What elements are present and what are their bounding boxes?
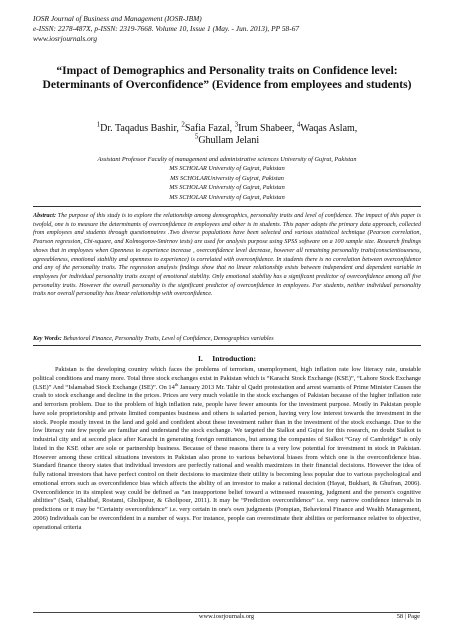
affiliation-5: MS SCHOLAR University of Gujrat, Pakistan	[169, 193, 285, 201]
journal-header	[33, 14, 433, 45]
affiliation-3: MS SCHOLARUniversity of Gujrat, Pakistan	[170, 174, 284, 182]
section-number: I.	[197, 354, 203, 363]
abstract-label: Abstract:	[33, 213, 57, 219]
author-1-sup: 1	[96, 120, 101, 129]
affiliation-list	[33, 155, 421, 202]
body-paragraph-part-2: January 2013 Mr. Tahir ul Qadri protestation and arrest warrants of Prime Minister Causes the crash to stock exchange and decline in the prices. Prices are very much volatile in the stock exchanges of Pakistan because of the higher inflation rate and terrorism problem. Due to the problem of high inflation rate, people have fewer amounts for the investment purpose. Mostly in Pakistan people have sole proprietorship and private limited companies business and others is salaried person, having very low interest towards the investment in the stock. People mostly invest in the land and gold and confident about these investment rather than in the investment of the stock exchange. Due to the low literacy rate few people are familiar and understand the stock exchange. We targeted the Sialkot and Gujrat for this research, no doubt Sialkot is industrial city and at second place after Karachi in generating foreign remittances, but among the companies of Sialkot “Gray of Cambridge” is only listed in the KSE other are sole or partnership business. Because of these reasons there is a very low potential for investment in stock in Pakistan. However among these critical situations investors in Pakistan also prone to various behavioral biases from which one is the overconfidence bias. Standard finance theory states that individual investors are perfectly rational and wealth maximizes in their financial decisions. However the idea of fully rational investors that have perfect control on their decisions to maximize their utility is becoming less popular due to various psychological and emotional errors such as overconfidence bias which affects the ability of an investor to make a rational decision (Hayat, Bukhari, & Ghufran, 2006). Overconfidence in its simplest way could be defined as “an insupportone belief toward a witnessed reasoning, judgment and the person's cognitive abilities” (Sadi, Ghalibaf, Rostami, Gholipour, & Gholipour, 2011). It may be “Prediction overconfidence” i.e. very narrow confidence intervals in predictions or it may be “Certainty overconfidence” i.e. very certain in one's own judgments (Pompian, Behavioral Finance and Wealth Management, 2006) Individuals can be overconfident in a number of ways. For instance, people can overestimate their abilities or performance relative to objective, operational criteria	[33, 383, 421, 531]
author-4-sup: 4	[296, 120, 301, 129]
author-2-sup: 2	[181, 120, 185, 129]
abstract-text: The purpose of this study is to explore the relationship among demographics, personality traits and level of confidence. The impact of this paper is twofold, one is to measure the determinants of overconfidence in employees and other is in students. This paper adopts the primary data approach, collected from employees and students through questionnaires .Two diverse populations have been selected and various statistical technique (Pearson correlation, Pearson regression, Chi-square, and Kolmogorov-Smirnov tests) are used for analysis purpose using SPSS software on a 100 sample size. Research findings shows that in employees when Openness to experience increase , overconfidence level decrease, however all remaining personality traits(conscientiousness, agreeableness, emotional stability and openness to experience) is correlated with overconfidence. In students there is no correlation between overconfidence and any of the personality traits. The regression analysis findings show that no linear relationship exists between independent and dependent variable in employees for individual personality traits except of emotional stability. Only emotional stability has a significant predictor of overconfidence among all five personality traits. However the overall personality is the significant predictor of overconfidence in employees. For students, neither individual personality traits nor overall personality has linear relationship with overconfidence.	[33, 213, 421, 298]
journal-website: www.iosrjournals.org	[33, 34, 98, 44]
author-list	[33, 120, 421, 147]
affiliation-2: MS SCHOLAR University of Gujrat, Pakistan	[169, 165, 285, 173]
author-3-sup: 3	[234, 120, 239, 129]
author-1-name: Dr. Taqadus Bashir,	[100, 123, 182, 134]
body-superscript: th	[174, 381, 179, 387]
author-3-name: Irum Shabeer,	[238, 123, 297, 134]
abstract-top-rule	[33, 206, 421, 207]
author-5-sup: 5	[194, 132, 199, 141]
abstract-bottom-rule	[33, 345, 421, 346]
footer-url: www.iosrjournals.org	[198, 613, 255, 620]
affiliation-1: Assistant Professor Faculty of management and administrative sciences University of Gujrat, Pakistan	[97, 156, 357, 163]
section-heading	[33, 354, 421, 363]
body-paragraph-part-1: Pakistan is the developing country which faces the problems of terrorism, unemployment, high inflation rate low literacy rate, unstable political conditions and many more. Total three stock exchanges exist in Pakistan which is “Karachi Stock Exchange (KSE)”, “Lahore Stock Exchange (LSE)” And “Islamabad Stock Exchange (ISE)”. On 14	[33, 366, 421, 391]
journal-name: IOSR Journal of Business and Management (IOSR-JBM)	[33, 14, 202, 23]
author-4-name: Waqas Aslam,	[300, 123, 358, 134]
keywords-line	[33, 335, 421, 343]
author-5-name: Ghullam Jelani	[198, 135, 260, 147]
page-footer	[0, 612, 453, 624]
abstract-block	[33, 212, 421, 299]
section-title: Introduction:	[212, 354, 257, 363]
body-text	[33, 366, 421, 532]
paper-title: “Impact of Demographics and Personality traits on Confidence level: Determinants of Overconfidence” (Evidence from employees and students)	[42, 64, 412, 91]
journal-issn-volume: e-ISSN: 2278-487X, p-ISSN: 2319-7668. Volume 10, Issue 1 (May. - Jun. 2013), PP 58-67	[33, 24, 300, 34]
footer-page-number: 58 | Page	[396, 613, 420, 620]
keywords-text: Behavioral Finance, Personality Traits, Level of Confidence, Demographics variables	[61, 336, 274, 342]
author-2-name: Safia Fazal,	[184, 123, 235, 134]
keywords-label: Key Words:	[33, 336, 62, 342]
affiliation-4: MS SCHOLAR University of Gujrat, Pakistan	[169, 184, 285, 192]
